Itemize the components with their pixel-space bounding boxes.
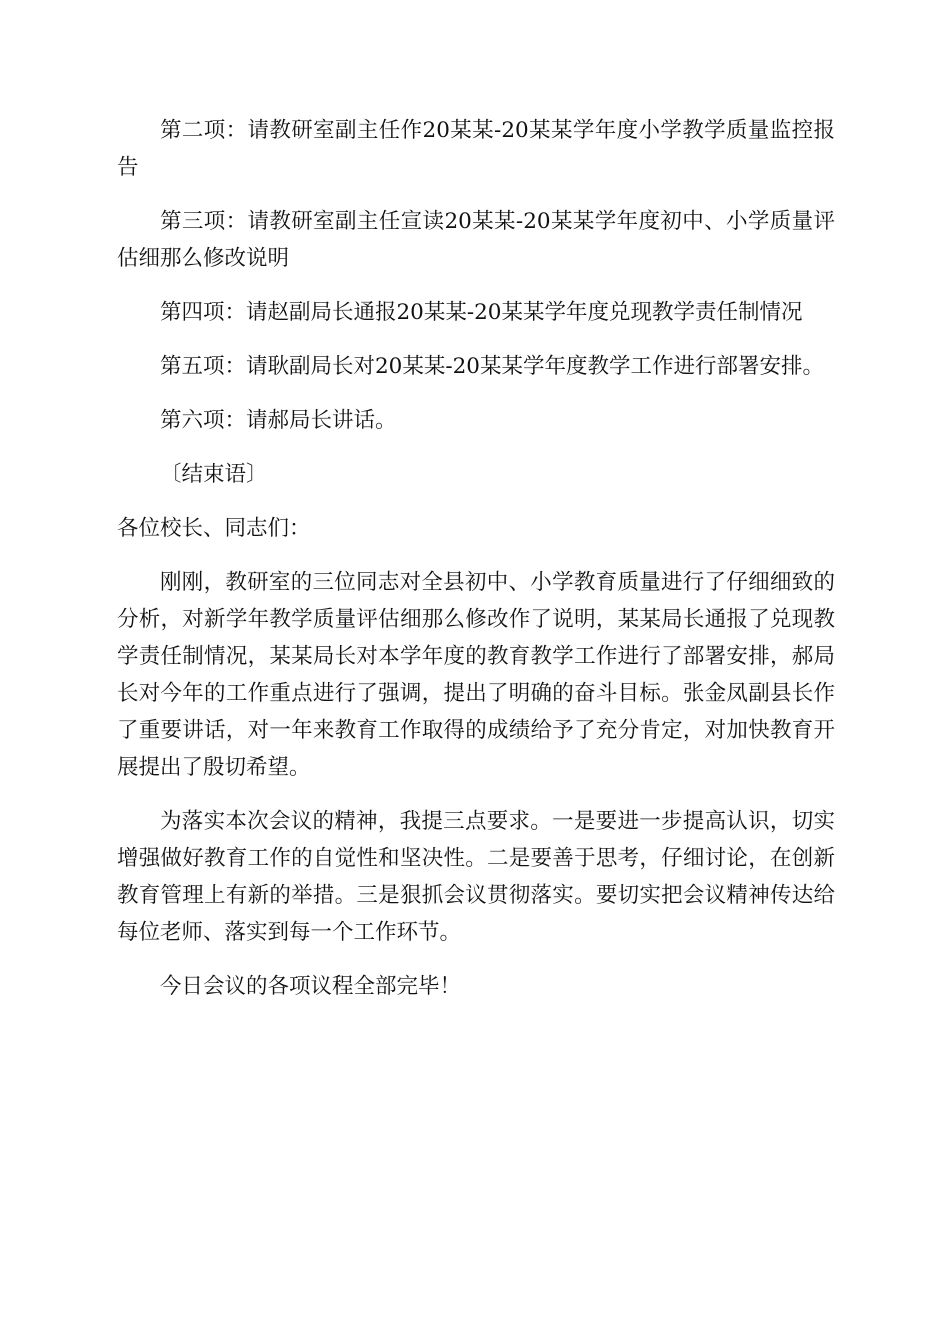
agenda-item-2: 第二项：请教研室副主任作20某某-20某某学年度小学教学质量监控报告	[117, 118, 835, 180]
agenda-item-4: 第四项：请赵副局长通报20某某-20某某学年度兑现教学责任制情况	[160, 300, 803, 325]
agenda-item-5: 第五项：请耿副局长对20某某-20某某学年度教学工作进行部署安排。	[160, 354, 824, 379]
document-page	[117, 112, 835, 1022]
agenda-item-3: 第三项：请教研室副主任宣读20某某-20某某学年度初中、小学质量评估细那么修改说明	[117, 209, 835, 271]
requirements-paragraph: 为落实本次会议的精神，我提三点要求。一是要进一步提高认识，切实增强做好教育工作的自觉性和坚决性。二是要善于思考，仔细讨论，在创新教育管理上有新的举措。三是狠抓会议贯彻落实。要切实把会议精神传达给每位老师、落实到每一个工作环节。	[117, 809, 835, 945]
salutation: 各位校长、同志们：	[117, 516, 311, 541]
conclusion-paragraph: 今日会议的各项议程全部完毕！	[160, 974, 462, 999]
meeting-summary-paragraph: 刚刚，教研室的三位同志对全县初中、小学教育质量进行了仔细细致的分析，对新学年教学质量评估细那么修改作了说明，某某局长通报了兑现教学责任制情况，某某局长对本学年度的教育教学工作进行了部署安排，郝局长对今年的工作重点进行了强调，提出了明确的奋斗目标。张金凤副县长作了重要讲话，对一年来教育工作取得的成绩给予了充分肯定，对加快教育开展提出了殷切希望。	[117, 570, 835, 780]
closing-remarks-heading: 〔结束语〕	[160, 462, 268, 487]
agenda-item-6: 第六项：请郝局长讲话。	[160, 408, 397, 433]
